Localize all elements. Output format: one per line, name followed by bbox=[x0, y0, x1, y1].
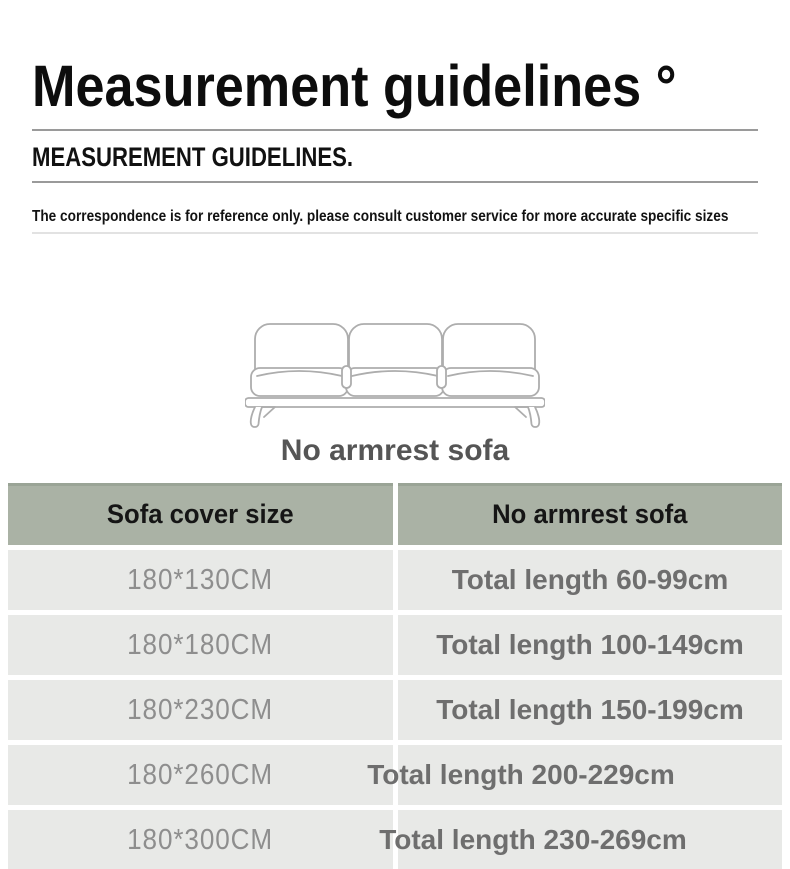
size-cell bbox=[8, 745, 393, 805]
table-row bbox=[8, 550, 782, 610]
divider-top bbox=[32, 129, 758, 131]
range-cell bbox=[398, 680, 782, 740]
size-table bbox=[8, 483, 782, 869]
header-cell-sofa-cover-size bbox=[8, 483, 393, 545]
page-subtitle bbox=[32, 142, 758, 172]
note-underline bbox=[32, 232, 758, 234]
range-cell bbox=[398, 615, 782, 675]
sofa-caption: No armrest sofa bbox=[280, 434, 510, 467]
page-title bbox=[32, 56, 758, 118]
page-title-text: Measurement guidelines ° bbox=[32, 54, 677, 119]
size-cell bbox=[8, 680, 393, 740]
reference-note-text: The correspondence is for reference only. please consult customer service for more accurate specific sizes bbox=[32, 208, 729, 225]
range-cell bbox=[398, 550, 782, 610]
range-cell bbox=[367, 745, 782, 805]
range-cell bbox=[379, 810, 782, 869]
table-row bbox=[8, 680, 782, 740]
table-header-row bbox=[8, 483, 782, 545]
range-value: Total length 100-149cm bbox=[436, 629, 744, 660]
range-value: Total length 150-199cm bbox=[436, 694, 744, 725]
sofa-illustration bbox=[0, 320, 790, 467]
size-cell bbox=[8, 615, 393, 675]
page-subtitle-text: MEASUREMENT GUIDELINES. bbox=[32, 142, 354, 172]
range-value: Total length 200-229cm bbox=[367, 759, 675, 790]
reference-note bbox=[32, 207, 758, 226]
size-cell bbox=[8, 810, 393, 869]
table-rows bbox=[8, 550, 782, 869]
header-label-no-armrest-sofa: No armrest sofa bbox=[492, 498, 688, 529]
header-label-sofa-cover-size: Sofa cover size bbox=[107, 498, 294, 529]
size-value: 180*300CM bbox=[127, 823, 274, 856]
range-value: Total length 230-269cm bbox=[379, 824, 687, 855]
range-value: Total length 60-99cm bbox=[451, 564, 729, 595]
table-row bbox=[8, 810, 782, 869]
size-cell bbox=[8, 550, 393, 610]
size-value: 180*260CM bbox=[127, 758, 274, 791]
header-cell-no-armrest-sofa bbox=[398, 483, 782, 545]
table-row bbox=[8, 615, 782, 675]
size-value: 180*130CM bbox=[127, 563, 274, 596]
divider-middle bbox=[32, 181, 758, 183]
sofa-line-drawing-icon bbox=[245, 320, 545, 432]
size-value: 180*180CM bbox=[127, 628, 274, 661]
size-value: 180*230CM bbox=[127, 693, 274, 726]
table-row bbox=[8, 745, 782, 805]
